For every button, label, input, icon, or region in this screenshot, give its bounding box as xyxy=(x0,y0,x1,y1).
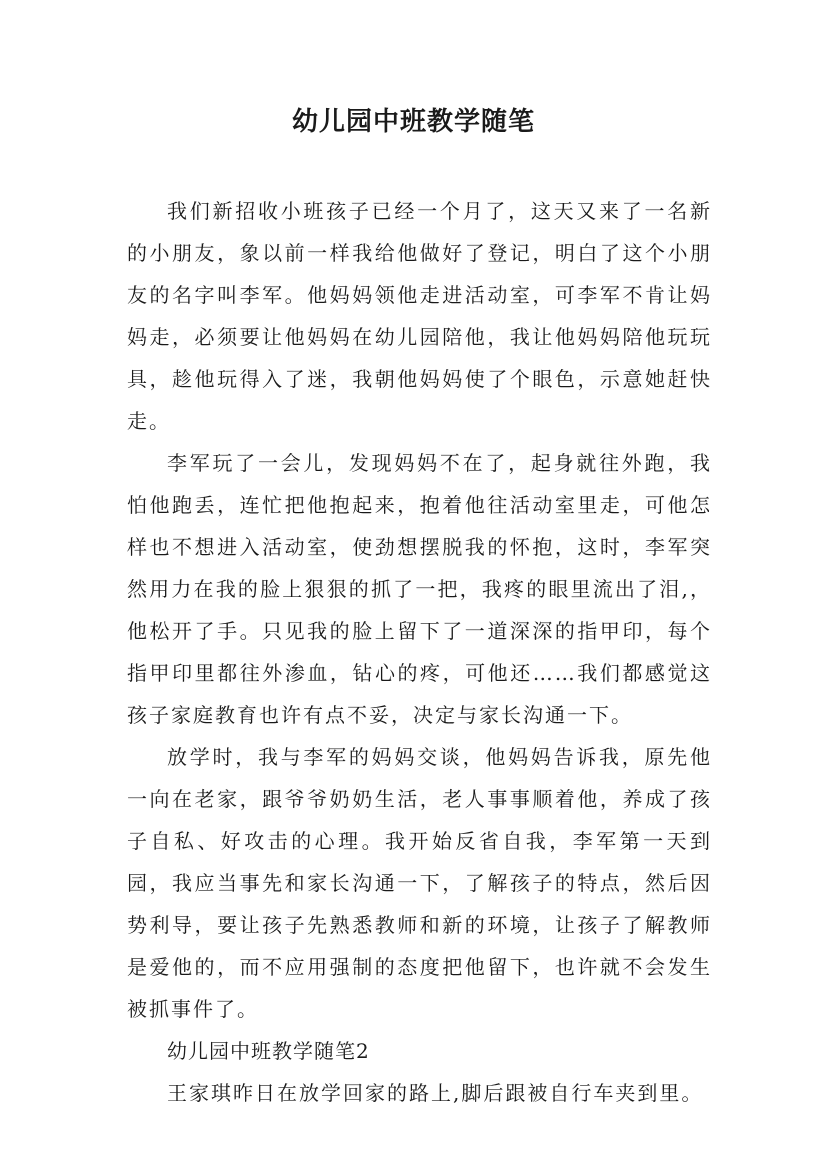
section-heading-2: 幼儿园中班教学随笔2 xyxy=(167,1039,370,1063)
paragraph-2: 李军玩了一会儿，发现妈妈不在了，起身就往外跑，我怕他跑丢，连忙把他抱起来，抱着他往活动室里走，可他怎样也不想进入活动室，使劲想摆脱我的怀抱，这时，李军突然用力在我的脸上狠狠的抓了一把，我疼的眼里流出了泪,，他松开了手。只见我的脸上留下了一道深深的指甲印，每个指甲印里都往外渗血，钻心的疼，可他还……我们都感觉这孩子家庭教育也许有点不妥，决定与家长沟通一下。 xyxy=(127,451,712,727)
paragraph-1: 我们新招收小班孩子已经一个月了，这天又来了一名新的小朋友，象以前一样我给他做好了登记，明白了这个小朋友的名字叫李军。他妈妈领他走进活动室，可李军不肯让妈妈走，必须要让他妈妈在幼儿园陪他，我让他妈妈陪他玩玩具，趁他玩得入了迷，我朝他妈妈使了个眼色，示意她赶快走。 xyxy=(127,199,712,433)
paragraph-4: 王家琪昨日在放学回家的路上,脚后跟被自行车夹到里。 xyxy=(167,1081,704,1105)
paragraph-3: 放学时，我与李军的妈妈交谈，他妈妈告诉我，原先他一向在老家，跟爷爷奶奶生活，老人事事顺着他，养成了孩子自私、好攻击的心理。我开始反省自我，李军第一天到园，我应当事先和家长沟通一下，了解孩子的特点，然后因势利导，要让孩子先熟悉教师和新的环境，让孩子了解教师是爱他的，而不应用强制的态度把他留下，也许就不会发生被抓事件了。 xyxy=(127,745,712,1021)
document-body xyxy=(127,190,712,1114)
document-title: 幼儿园中班教学随笔 xyxy=(291,107,535,137)
